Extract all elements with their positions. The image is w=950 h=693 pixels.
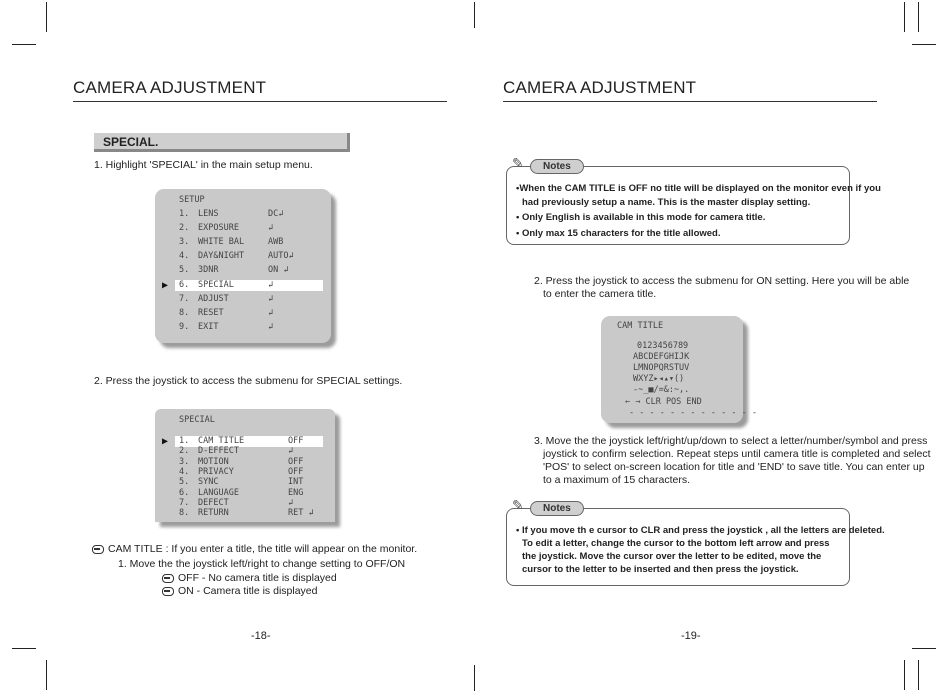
crop-mark (12, 648, 36, 649)
text-line: to a maximum of 15 characters. (543, 474, 691, 486)
cam-title-description: CAM TITLE : If you enter a title, the title will appear on the monitor. (92, 543, 417, 556)
menu-item-num: 8. (179, 508, 190, 519)
crop-mark (912, 44, 936, 45)
text-line: joystick to confirm selection. Repeat steps until camera title is completed and select (543, 448, 931, 460)
menu-item-num: 8. (179, 307, 190, 318)
menu-item[interactable] (155, 250, 331, 263)
step-2-right-b: to enter the camera title. (543, 288, 657, 300)
character-row[interactable]: -~_■/=&:~,. (633, 385, 690, 395)
menu-item[interactable] (155, 208, 331, 221)
menu-item-label: SPECIAL (198, 279, 234, 290)
crop-mark (918, 2, 919, 32)
menu-item-label: PRIVACY (198, 466, 234, 477)
menu-item-label: DEFECT (198, 497, 229, 508)
menu-item-label: LANGUAGE (198, 487, 239, 498)
menu-item-num: 4. (179, 466, 190, 477)
menu-item-value: AWB (268, 237, 284, 248)
text-line: had previously setup a name. This is the master display setting. (522, 197, 811, 208)
menu-item-num: 5. (179, 265, 190, 276)
menu-item-value: OFF (288, 456, 304, 467)
menu-item[interactable] (155, 236, 331, 249)
menu-item-num: 6. (179, 279, 190, 290)
pointer-icon (162, 574, 174, 583)
crop-mark (912, 648, 936, 649)
menu-item-num: 7. (179, 293, 190, 304)
crop-mark (12, 44, 36, 45)
special-menu (155, 409, 335, 522)
setup-menu-title: SETUP (179, 195, 205, 205)
crop-mark (474, 665, 475, 691)
title-rule-left (73, 101, 447, 102)
text-line: 3. Move the the joystick left/right/up/down to select a letter/number/symbol and press (534, 435, 928, 447)
pointer-icon (162, 587, 174, 596)
menu-item-value: ↲ (268, 279, 274, 290)
crop-mark (904, 2, 905, 32)
menu-item-value: ↲ (288, 497, 294, 508)
menu-item[interactable] (155, 321, 331, 334)
character-row[interactable]: ← → CLR POS END (625, 397, 702, 407)
section-heading (94, 133, 350, 152)
menu-item-value: ON ↲ (268, 265, 289, 276)
special-menu-title: SPECIAL (179, 415, 215, 425)
character-row[interactable]: WXYZ▸◂▴▾() (633, 374, 685, 384)
notes-tab-1: Notes (530, 159, 584, 174)
page-number-left: -18- (251, 630, 271, 642)
cam-title-menu (601, 316, 757, 423)
pointer-icon (92, 545, 104, 554)
menu-item-label: SYNC (198, 477, 219, 488)
menu-item-label: RESET (198, 307, 224, 318)
menu-item-label: D-EFFECT (198, 446, 239, 457)
off-description: OFF - No camera title is displayed (162, 572, 337, 585)
cam-title-menu-title: CAM TITLE (617, 321, 664, 331)
menu-item[interactable] (155, 507, 335, 520)
cam-title-step: 1. Move the the joystick left/right to change setting to OFF/ON (118, 558, 406, 570)
menu-item-num: 9. (179, 321, 190, 332)
menu-item-label: RETURN (198, 508, 229, 519)
on-description: ON - Camera title is displayed (162, 585, 317, 598)
menu-item-num: 2. (179, 223, 190, 234)
menu-item-value: RET ↲ (288, 508, 314, 519)
text-line: cursor to the letter to be inserted and then press the joystick. (522, 564, 799, 575)
text-line: •When the CAM TITLE is OFF no title will be displayed on the monitor even if you (516, 183, 881, 194)
menu-item-num: 5. (179, 477, 190, 488)
section-heading-text: SPECIAL. (103, 135, 159, 149)
text-line: • Only max 15 characters for the title allowed. (516, 228, 721, 239)
menu-item[interactable] (155, 279, 331, 292)
menu-item-value: ↲ (268, 223, 274, 234)
menu-item-value: ↲ (268, 321, 274, 332)
menu-item-num: 1. (179, 436, 190, 446)
setup-menu (155, 189, 331, 343)
menu-item-num: 3. (179, 456, 190, 467)
menu-item-value: OFF (288, 466, 304, 477)
menu-item-value: ↲ (268, 307, 274, 318)
menu-item-num: 1. (179, 209, 190, 219)
crop-mark (46, 2, 47, 32)
text-line: 'POS' to select on-screen location for title and 'END' to save title. You can enter up (543, 461, 925, 473)
menu-item-label: DAY&NIGHT (198, 251, 245, 262)
notes-icon: ✎ (512, 155, 524, 171)
menu-item-value: AUTO↲ (268, 251, 294, 262)
selection-arrow-icon: ▶ (162, 436, 169, 447)
text-line: the joystick. Move the cursor over the letter to be edited, move the (522, 551, 822, 562)
menu-item-value: OFF (288, 436, 304, 446)
step-1-text: 1. Highlight 'SPECIAL' in the main setup menu. (94, 159, 313, 171)
character-row[interactable]: LMNOPQRSTUV (633, 363, 690, 373)
menu-item-label: ADJUST (198, 293, 229, 304)
menu-item-num: 6. (179, 487, 190, 498)
menu-item-label: 3DNR (198, 265, 219, 276)
menu-item-num: 7. (179, 497, 190, 508)
menu-item[interactable] (155, 264, 331, 277)
character-row[interactable]: ABCDEFGHIJK (633, 352, 690, 362)
menu-item-label: WHITE BAL (198, 237, 245, 248)
title-rule-right (503, 101, 877, 102)
menu-item[interactable] (155, 222, 331, 235)
menu-item[interactable] (155, 307, 331, 320)
menu-item-num: 4. (179, 251, 190, 262)
menu-item-num: 3. (179, 237, 190, 248)
step-2-right-a: 2. Press the joystick to access the submenu for ON setting. Here you will be able (534, 275, 910, 287)
text-line: • Only English is available in this mode for camera title. (516, 212, 766, 223)
step-2-text: 2. Press the joystick to access the submenu for SPECIAL settings. (94, 375, 403, 387)
notes-icon: ✎ (512, 497, 524, 513)
menu-item-num: 2. (179, 446, 190, 457)
crop-mark (918, 660, 919, 690)
crop-mark (474, 2, 475, 28)
selection-arrow-icon: ▶ (162, 279, 169, 291)
menu-item-value: ENG (288, 487, 304, 498)
page-title-right: CAMERA ADJUSTMENT (503, 78, 697, 97)
text-line: To edit a letter, change the cursor to the bottom left arrow and press (522, 538, 830, 549)
character-row[interactable]: - - - - - - - - - - - - - (629, 408, 757, 418)
character-row[interactable]: 0123456789 (637, 341, 689, 351)
crop-mark (904, 660, 905, 690)
menu-item-label: CAM TITLE (198, 436, 245, 446)
notes-tab-2: Notes (530, 501, 584, 516)
menu-item[interactable] (155, 293, 331, 306)
page-title-left: CAMERA ADJUSTMENT (73, 78, 267, 97)
menu-item-value: INT (288, 477, 304, 488)
menu-item-label: LENS (198, 209, 219, 219)
crop-mark (46, 660, 47, 690)
text-line: • If you move th e cursor to CLR and press the joystick , all the letters are deleted. (516, 525, 885, 536)
menu-item-label: EXPOSURE (198, 223, 239, 234)
page-number-right: -19- (681, 630, 701, 642)
menu-item-label: EXIT (198, 321, 219, 332)
menu-item-value: DC↲ (268, 209, 284, 219)
menu-item-label: MOTION (198, 456, 229, 467)
menu-item-value: ↲ (268, 293, 274, 304)
menu-item-value: ↲ (288, 446, 294, 457)
